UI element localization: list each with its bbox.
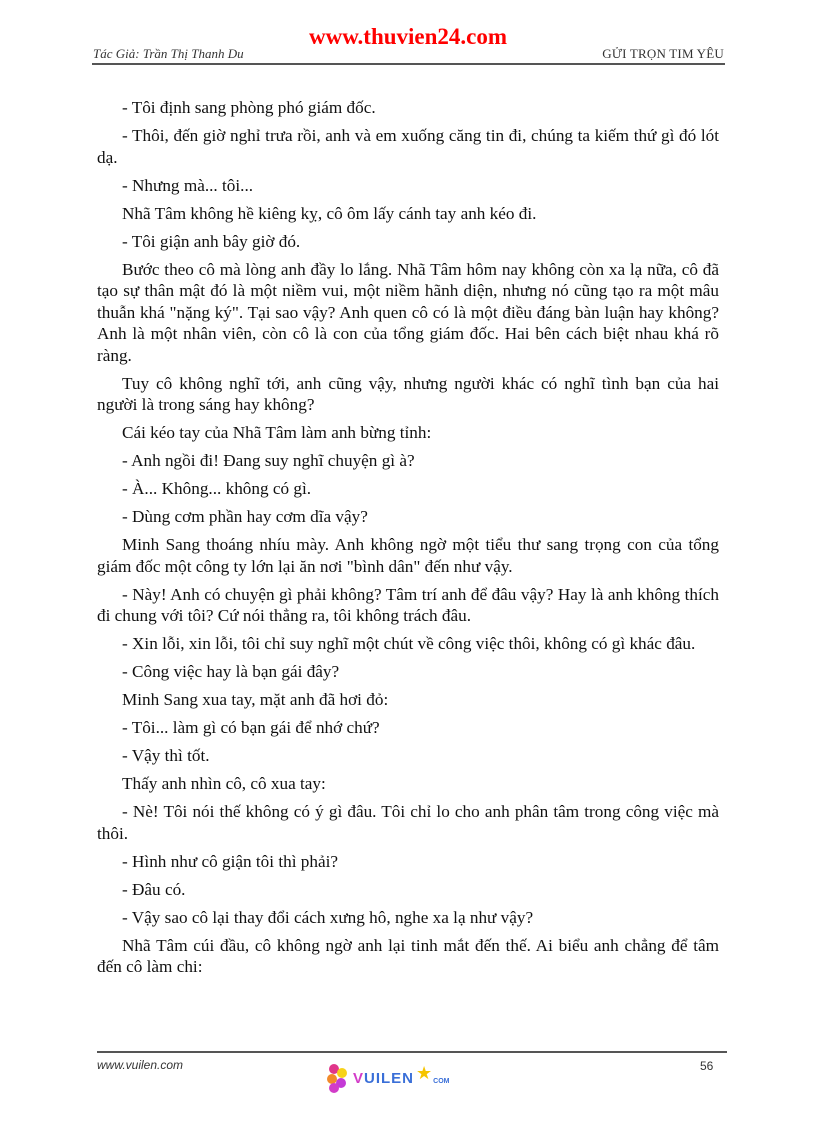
paragraph: Nhã Tâm không hề kiêng kỵ, cô ôm lấy cánh tay anh kéo đi. [122,203,537,223]
paragraph: Thấy anh nhìn cô, cô xua tay: [122,774,326,793]
site-title-watermark: www.thuvien24.com [308,24,508,49]
footer-url: www.vuilen.com [97,1058,184,1072]
footer-divider [97,1051,727,1053]
paragraph: Nhã Tâm cúi đầu, cô không ngờ anh lại tinh mắt đến thế. Ai biểu anh chẳng để tâm đến cô làm chi: [97,935,719,976]
paragraph: - Thôi, đến giờ nghỉ trưa rồi, anh và em xuống căng tin đi, chúng ta kiếm thứ gì đó lót dạ. [97,126,719,167]
paragraph: Tuy cô không nghĩ tới, anh cũng vậy, nhưng người khác có nghĩ tình bạn của hai người là trong sáng hay không? [97,373,719,414]
paragraph: - Công việc hay là bạn gái đây? [122,662,340,681]
paragraph: - Vậy thì tốt. [122,746,210,765]
flower-cluster-icon [325,1062,351,1094]
header-divider [92,63,725,65]
paragraph: - Tôi... làm gì có bạn gái để nhớ chứ? [122,718,380,737]
paragraph: Minh Sang xua tay, mặt anh đã hơi đỏ: [122,690,389,709]
paragraph: - Tôi giận anh bây giờ đó. [122,231,301,251]
logo-letter-v: V [353,1069,365,1087]
paragraph: - Xin lỗi, xin lỗi, tôi chỉ suy nghĩ một chút về công việc thôi, không có gì khác đâu. [122,634,696,653]
paragraph: - Vậy sao cô lại thay đổi cách xưng hô, nghe xa lạ như vậy? [122,907,534,927]
vuilen-logo [325,1060,485,1096]
paragraph: - Đâu có. [122,879,186,899]
star-icon: ★ [416,1063,433,1083]
logo-wordmark [353,1070,414,1087]
header-author: Tác Giả: Trần Thị Thanh Du [93,46,244,61]
paragraph: - À... Không... không có gì. [122,479,312,498]
paragraph: - Hình như cô giận tôi thì phải? [122,851,339,871]
header-book-title: GỬI TRỌN TIM YÊU [602,46,724,61]
body-text [97,97,719,984]
page-number: 56 [700,1059,714,1073]
paragraph: - Dùng cơm phần hay cơm dĩa vậy? [122,507,368,526]
paragraph: Minh Sang thoáng nhíu mày. Anh không ngờ một tiểu thư sang trọng con của tổng giám đốc một công ty lớn lại ăn nơi "bình dân" đến như vậy. [97,535,719,576]
paragraph: - Nè! Tôi nói thế không có ý gì đâu. Tôi chỉ lo cho anh phân tâm trong công việc mà thôi. [97,802,719,843]
paragraph: - Nhưng mà... tôi... [122,175,254,195]
logo-suffix: COM [433,1077,450,1085]
paragraph: - Này! Anh có chuyện gì phải không? Tâm trí anh để đâu vậy? Hay là anh không thích đi chung với tôi? Cứ nói thẳng ra, tôi không trách đâu. [97,584,719,625]
logo-letters: UILEN [364,1069,415,1087]
paragraph: Bước theo cô mà lòng anh đầy lo lắng. Nhã Tâm hôm nay không còn xa lạ nữa, cô đã tạo sự thân mật đó là một niềm vui, một niềm hãnh diện, nhưng nó cũng tạo ra một mâu thuẫn khá "nặng ký". Tại sao vậy? Anh quen cô có là một điều đáng bàn luận hay không? Anh là một nhân viên, còn cô là con của tổng giám đốc. Hai bên cách biệt nhau khá rõ ràng. [97,259,719,365]
paragraph: Cái kéo tay của Nhã Tâm làm anh bừng tỉnh: [122,423,432,442]
paragraph: - Tôi định sang phòng phó giám đốc. [122,98,376,117]
paragraph: - Anh ngồi đi! Đang suy nghĩ chuyện gì à? [122,451,415,470]
